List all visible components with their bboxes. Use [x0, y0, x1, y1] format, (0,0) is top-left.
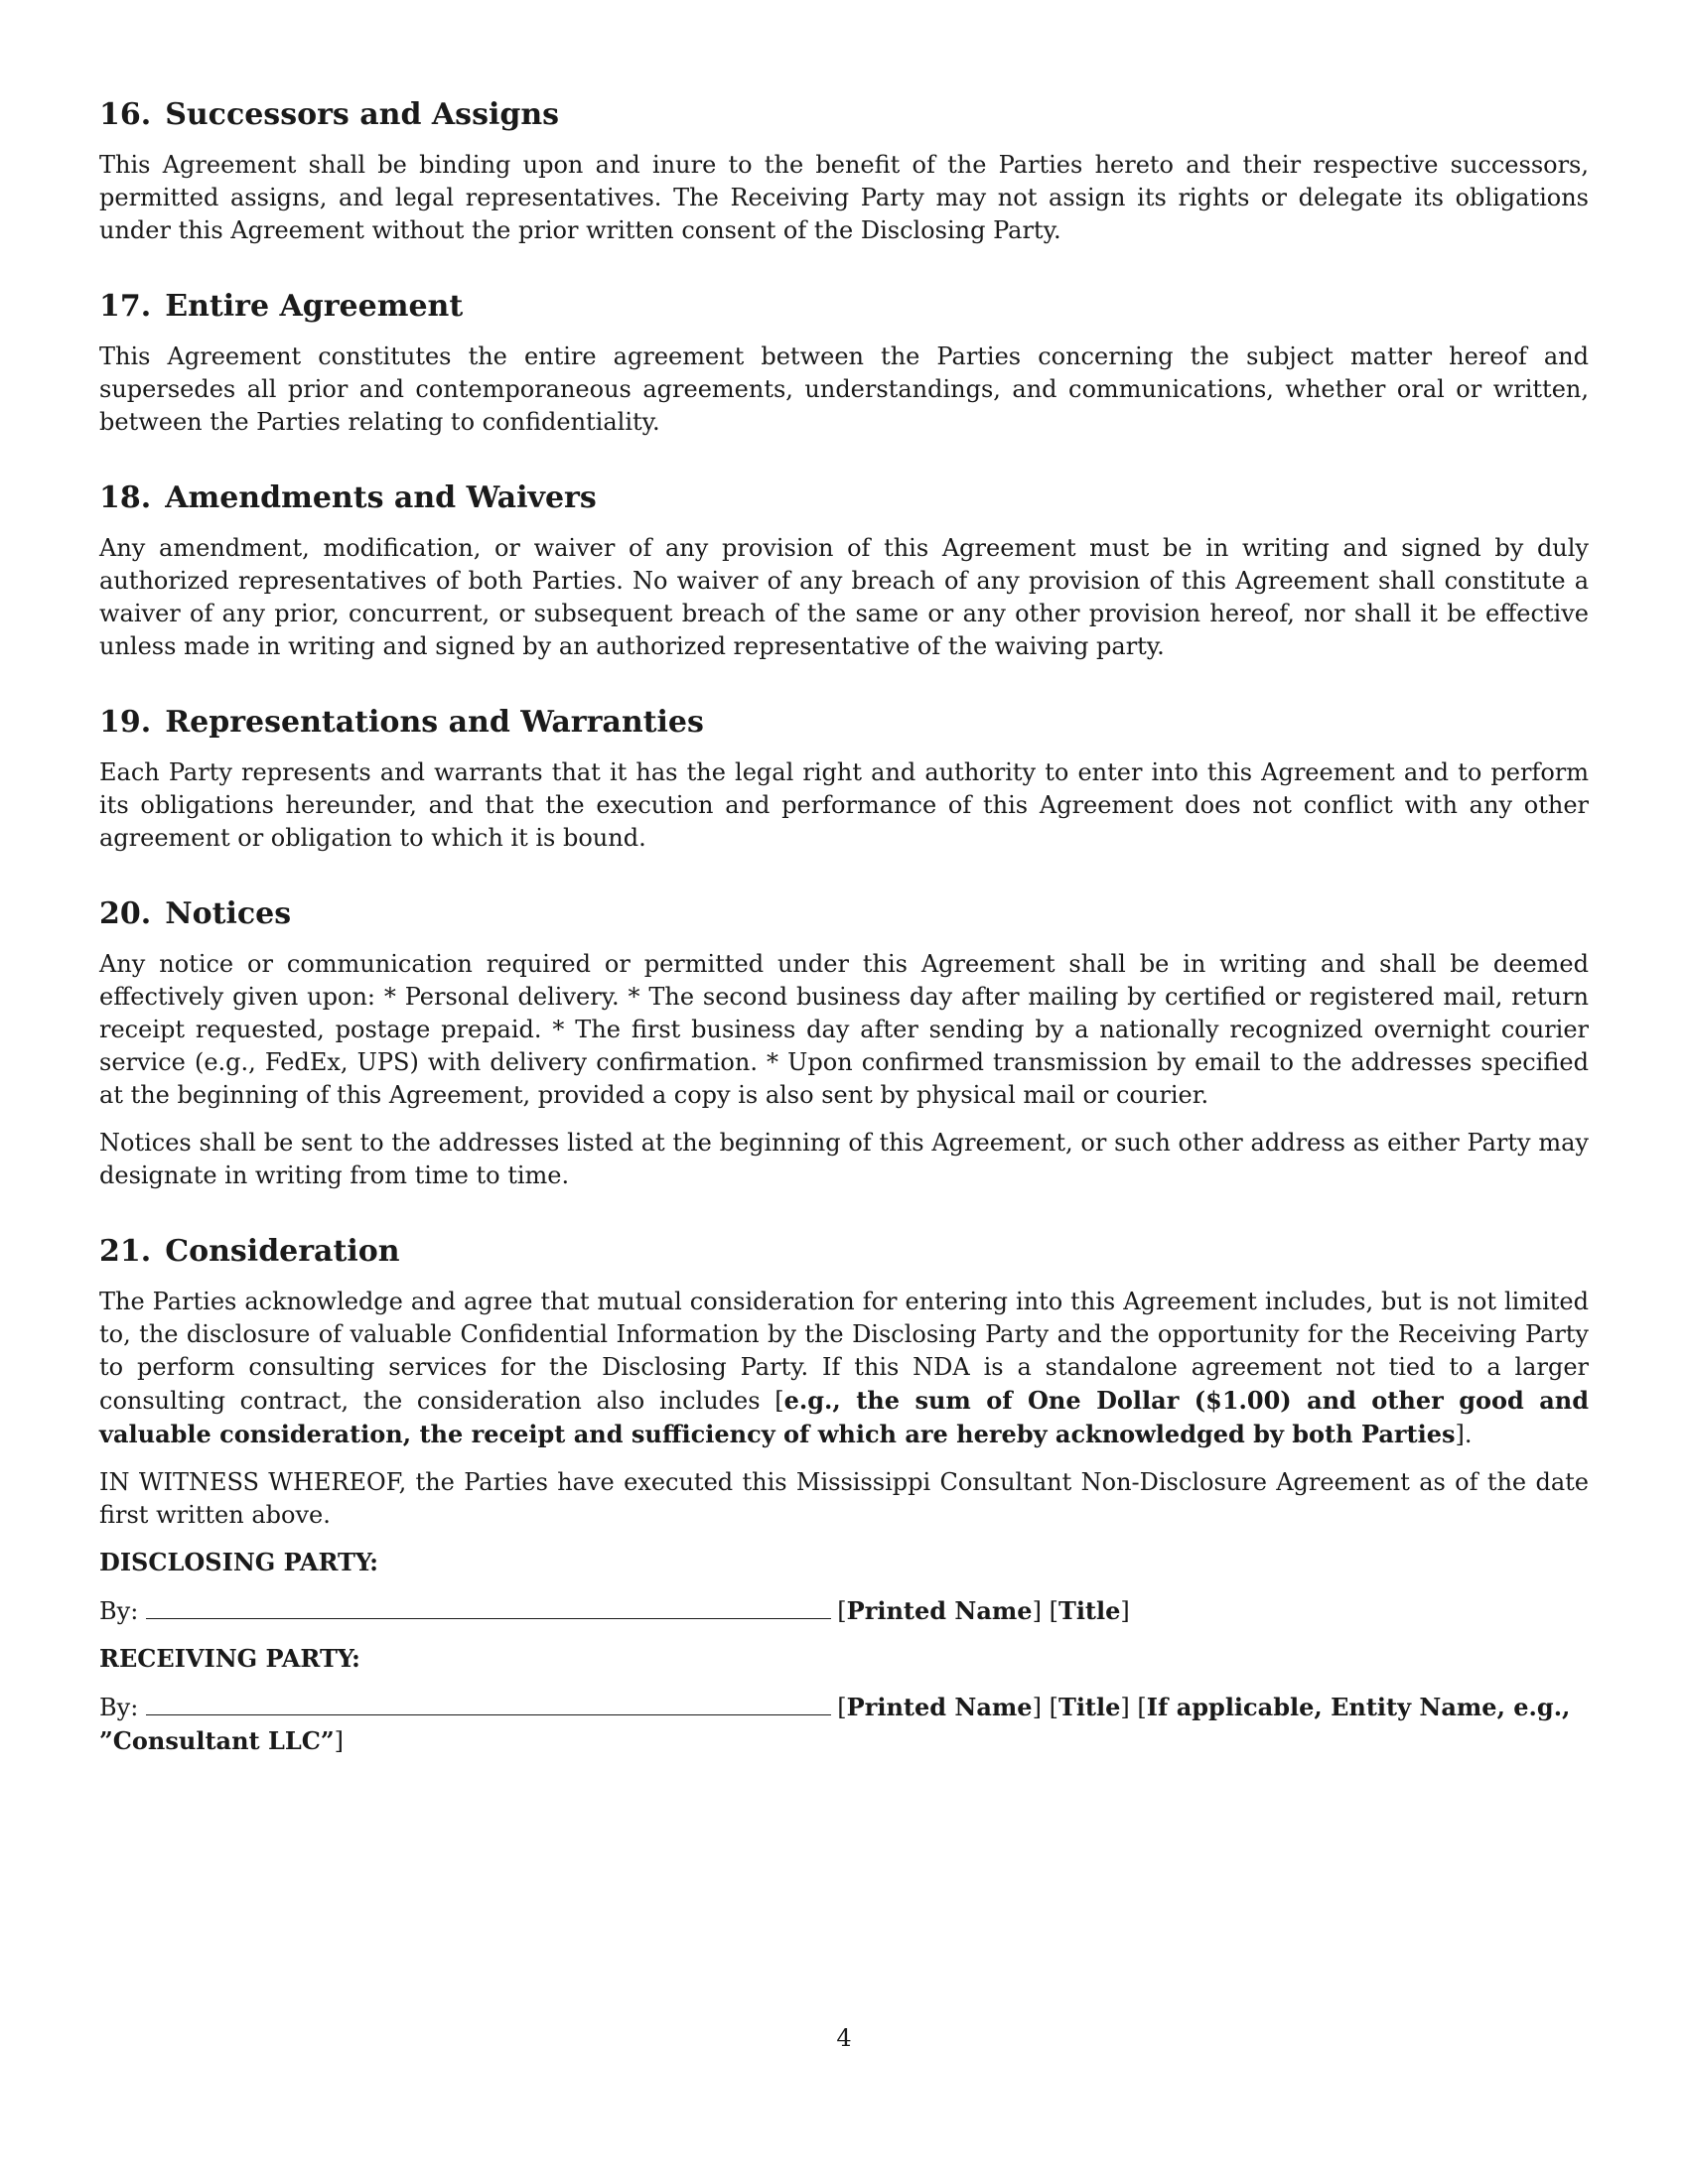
bracket: [	[1049, 1597, 1058, 1625]
section-representations-and-warranties	[99, 703, 1589, 855]
bracket: ]	[1032, 1694, 1042, 1721]
by-label: By:	[99, 1597, 139, 1625]
signature-blank	[146, 1596, 831, 1619]
section-title: Consideration	[165, 1234, 400, 1269]
section-title: Entire Agreement	[165, 289, 464, 324]
section-number: 18.	[99, 480, 152, 515]
page-number: 4	[836, 2024, 852, 2052]
document-page	[99, 95, 1589, 1758]
consideration-placeholder: e.g., the sum of One Dollar ($1.00) and other good and valuable consideration, the receipt and sufficiency of which are hereby acknowledged by both Parties	[99, 1386, 1589, 1448]
section-heading	[99, 703, 1589, 743]
disclosing-signature-line	[99, 1594, 1589, 1628]
receiving-signature-line	[99, 1691, 1589, 1758]
bracket: [	[837, 1694, 847, 1721]
bracket: ]	[1032, 1597, 1042, 1625]
section-title: Representations and Warranties	[165, 705, 704, 740]
section-heading	[99, 894, 1589, 934]
consideration-text: The Parties acknowledge and agree that mutual consideration for entering into this Agreement includes, but is not limited to, the disclosure of valuable Confidential Information by the Disclosing Party and the opportunity for the Receiving Party to perform consulting services for the Disclosing Party. If this NDA is a standalone agreement not tied to a larger consulting contract, the consideration also includes [	[99, 1288, 1589, 1415]
section-heading	[99, 287, 1589, 327]
consideration-text-end: ].	[1455, 1421, 1473, 1448]
section-successors-and-assigns	[99, 95, 1589, 247]
section-number: 16.	[99, 97, 152, 132]
section-title: Notices	[165, 896, 292, 931]
section-paragraph: Any notice or communication required or permitted under this Agreement shall be in writing and shall be deemed effectively given upon: * Personal delivery. * The second business day after mailing by certified or registered mail, return receipt requested, postage prepaid. * The first business day after sending by a nationally recognized overnight courier service (e.g., FedEx, UPS) with delivery confirmation. * Upon confirmed transmission by email to the addresses specified at the beginning of this Agreement, provided a copy is also sent by physical mail or courier.	[99, 950, 1589, 1109]
section-paragraph: Notices shall be sent to the addresses listed at the beginning of this Agreement, or such other address as either Party may designate in writing from time to time.	[99, 1129, 1589, 1189]
printed-name-placeholder: Printed Name	[846, 1596, 1033, 1625]
section-paragraph: This Agreement shall be binding upon and inure to the benefit of the Parties hereto and their respective successors, permitted assigns, and legal representatives. The Receiving Party may not assign its rights or delegate its obligations under this Agreement without the prior written consent of the Disclosing Party.	[99, 151, 1589, 244]
disclosing-party-label: DISCLOSING PARTY:	[99, 1548, 378, 1576]
section-heading	[99, 1232, 1589, 1272]
section-notices	[99, 894, 1589, 1192]
section-title: Amendments and Waivers	[165, 480, 597, 515]
section-number: 21.	[99, 1234, 152, 1269]
witness-paragraph: IN WITNESS WHEREOF, the Parties have executed this Mississippi Consultant Non-Disclosure Agreement as of the date first written above.	[99, 1468, 1589, 1529]
bracket: ]	[334, 1727, 344, 1755]
section-title: Successors and Assigns	[165, 97, 560, 132]
section-paragraph: Any amendment, modification, or waiver of any provision of this Agreement must be in writing and signed by duly authorized representatives of both Parties. No waiver of any breach of any provision of this Agreement shall constitute a waiver of any prior, concurrent, or subsequent breach of the same or any other provision hereof, nor shall it be effective unless made in writing and signed by an authorized representative of the waiving party.	[99, 534, 1589, 660]
title-placeholder: Title	[1057, 1693, 1121, 1721]
printed-name-placeholder: Printed Name	[846, 1693, 1033, 1721]
entity-name-placeholder: If applicable, Entity Name, e.g., ”Consultant LLC”	[99, 1693, 1571, 1755]
section-amendments-and-waivers	[99, 478, 1589, 663]
bracket: ]	[1120, 1694, 1130, 1721]
bracket: ]	[1120, 1597, 1130, 1625]
section-number: 19.	[99, 705, 152, 740]
bracket: [	[837, 1597, 847, 1625]
section-heading	[99, 478, 1589, 518]
section-consideration	[99, 1232, 1589, 1532]
section-paragraph: Each Party represents and warrants that it has the legal right and authority to enter into this Agreement and to perform its obligations hereunder, and that the execution and performance of this Agreement does not conflict with any other agreement or obligation to which it is bound.	[99, 758, 1589, 852]
bracket: [	[1137, 1694, 1147, 1721]
section-number: 17.	[99, 289, 152, 324]
section-entire-agreement	[99, 287, 1589, 439]
section-paragraph: This Agreement constitutes the entire agreement between the Parties concerning the subject matter hereof and supersedes all prior and contemporaneous agreements, understandings, and communications, whether oral or written, between the Parties relating to confidentiality.	[99, 342, 1589, 436]
consideration-paragraph	[99, 1286, 1589, 1451]
signature-blank	[146, 1693, 831, 1715]
by-label: By:	[99, 1694, 139, 1721]
title-placeholder: Title	[1057, 1596, 1121, 1625]
section-heading	[99, 95, 1589, 135]
receiving-party-label: RECEIVING PARTY:	[99, 1644, 360, 1673]
section-number: 20.	[99, 896, 152, 931]
bracket: [	[1049, 1694, 1058, 1721]
